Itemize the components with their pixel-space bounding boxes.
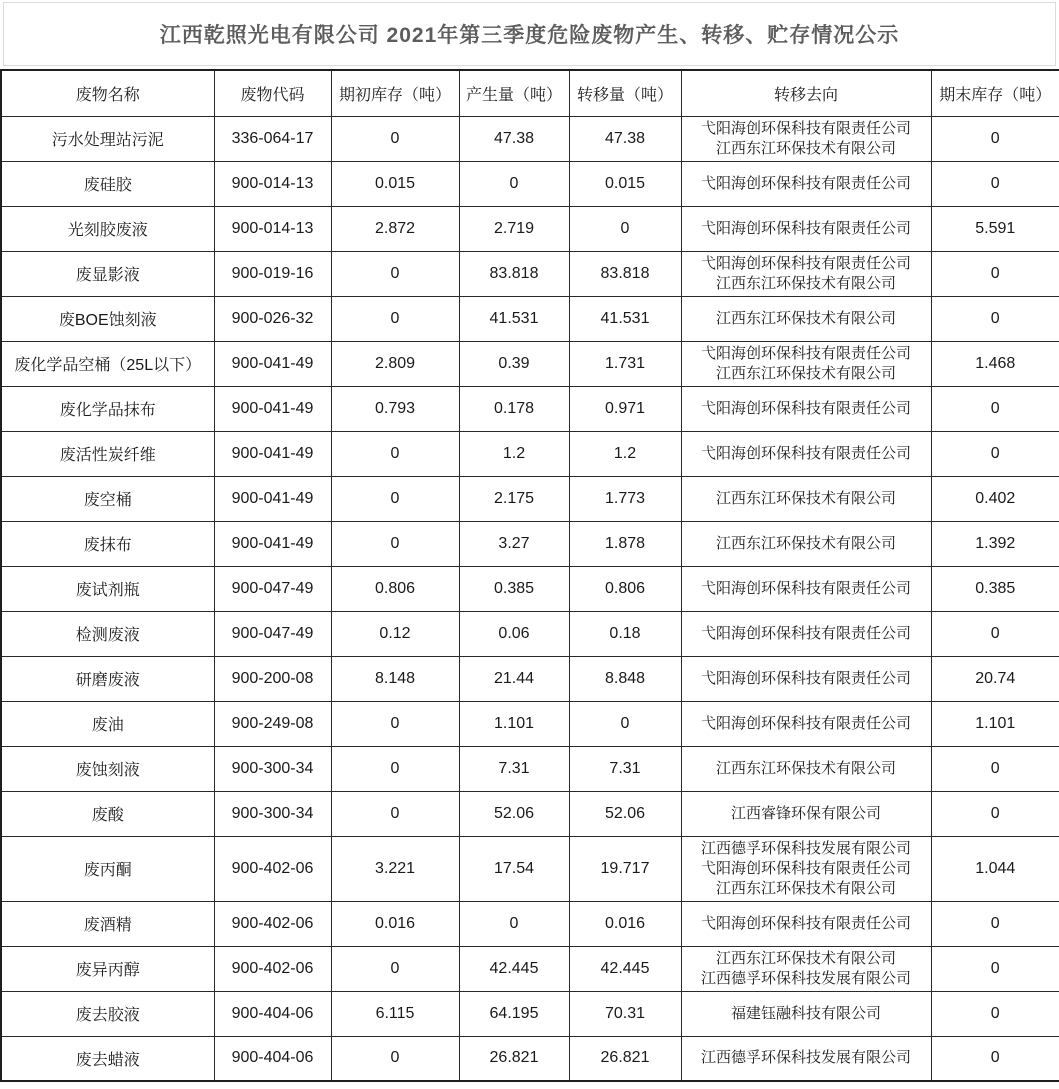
ending-stock-cell: 0.402 [931,476,1059,521]
generated-cell: 41.531 [459,296,569,341]
generated-cell: 7.31 [459,746,569,791]
waste-name-cell: 检测废液 [1,611,214,656]
transferred-cell: 47.38 [569,116,681,161]
waste-code-cell: 900-300-34 [214,791,331,836]
table-row [1,746,1059,791]
destination-company: 江西东江环保技术有限公司 [715,489,896,507]
transferred-cell: 0 [569,701,681,746]
ending-stock-cell: 1.468 [931,341,1059,386]
destination-cell [681,386,931,431]
destination-cell [681,521,931,566]
generated-cell: 0.178 [459,386,569,431]
initial-stock-cell: 0 [331,431,459,476]
destination-company: 弋阳海创环保科技有限责任公司 [700,254,911,272]
initial-stock-cell: 0.793 [331,386,459,431]
generated-cell: 0 [459,901,569,946]
destination-cell [681,206,931,251]
destination-cell [681,161,931,206]
destination-cell [681,701,931,746]
initial-stock-cell: 0 [331,296,459,341]
destination-cell [681,611,931,656]
initial-stock-cell: 2.809 [331,341,459,386]
waste-code-cell: 900-402-06 [214,946,331,991]
ending-stock-cell: 0 [931,431,1059,476]
table-row [1,251,1059,296]
waste-name-cell: 废空桶 [1,476,214,521]
waste-code-cell: 900-014-13 [214,206,331,251]
waste-code-cell: 900-047-49 [214,611,331,656]
destination-company: 江西东江环保技术有限公司 [715,274,896,292]
waste-code-cell: 900-300-34 [214,746,331,791]
ending-stock-cell: 0 [931,116,1059,161]
waste-code-cell: 900-402-06 [214,901,331,946]
destination-company: 弋阳海创环保科技有限责任公司 [700,174,911,192]
initial-stock-cell: 0.12 [331,611,459,656]
ending-stock-cell: 0 [931,161,1059,206]
table-row [1,991,1059,1036]
destination-company: 江西德孚环保科技发展有限公司 [700,1049,911,1067]
destination-cell [681,656,931,701]
initial-stock-cell: 8.148 [331,656,459,701]
col-header-initial-stock: 期初库存（吨） [331,70,459,116]
destination-cell [681,791,931,836]
initial-stock-cell: 0 [331,521,459,566]
ending-stock-cell: 0.385 [931,566,1059,611]
ending-stock-cell: 0 [931,1036,1059,1081]
destination-company: 弋阳海创环保科技有限责任公司 [700,119,911,137]
transferred-cell: 0.016 [569,901,681,946]
table-row [1,836,1059,901]
destination-cell [681,946,931,991]
destination-company: 弋阳海创环保科技有限责任公司 [700,399,911,417]
waste-name-cell: 光刻胶废液 [1,206,214,251]
initial-stock-cell: 0 [331,701,459,746]
table-row [1,386,1059,431]
transferred-cell: 0.971 [569,386,681,431]
generated-cell: 2.719 [459,206,569,251]
ending-stock-cell: 0 [931,296,1059,341]
destination-company: 江西德孚环保科技发展有限公司 [700,969,911,987]
page-title: 江西乾照光电有限公司 2021年第三季度危险废物产生、转移、贮存情况公示 [3,2,1056,66]
waste-code-cell: 900-026-32 [214,296,331,341]
destination-cell [681,431,931,476]
waste-table [0,69,1059,1082]
destination-company: 江西德孚环保科技发展有限公司 [700,839,911,857]
generated-cell: 3.27 [459,521,569,566]
destination-company: 江西东江环保技术有限公司 [715,879,896,897]
initial-stock-cell: 0.015 [331,161,459,206]
ending-stock-cell: 0 [931,901,1059,946]
col-header-ending-stock: 期末库存（吨） [931,70,1059,116]
table-row [1,521,1059,566]
waste-name-cell: 废活性炭纤维 [1,431,214,476]
waste-code-cell: 900-041-49 [214,431,331,476]
col-header-generated: 产生量（吨） [459,70,569,116]
generated-cell: 52.06 [459,791,569,836]
initial-stock-cell: 0 [331,946,459,991]
destination-cell [681,251,931,296]
table-row [1,791,1059,836]
table-row [1,206,1059,251]
waste-name-cell: 废蚀刻液 [1,746,214,791]
generated-cell: 2.175 [459,476,569,521]
ending-stock-cell: 20.74 [931,656,1059,701]
waste-code-cell: 900-041-49 [214,386,331,431]
waste-name-cell: 废化学品空桶（25L以下） [1,341,214,386]
initial-stock-cell: 0.016 [331,901,459,946]
ending-stock-cell: 1.101 [931,701,1059,746]
initial-stock-cell: 0 [331,746,459,791]
ending-stock-cell: 5.591 [931,206,1059,251]
destination-company: 弋阳海创环保科技有限责任公司 [700,714,911,732]
transferred-cell: 7.31 [569,746,681,791]
destination-company: 弋阳海创环保科技有限责任公司 [700,914,911,932]
generated-cell: 0.06 [459,611,569,656]
waste-name-cell: 污水处理站污泥 [1,116,214,161]
destination-company: 江西东江环保技术有限公司 [715,139,896,157]
destination-company: 江西东江环保技术有限公司 [715,534,896,552]
waste-name-cell: 废试剂瓶 [1,566,214,611]
waste-code-cell: 900-019-16 [214,251,331,296]
destination-company: 江西东江环保技术有限公司 [715,364,896,382]
transferred-cell: 26.821 [569,1036,681,1081]
destination-company: 弋阳海创环保科技有限责任公司 [700,444,911,462]
destination-cell [681,341,931,386]
table-row [1,1036,1059,1081]
initial-stock-cell: 2.872 [331,206,459,251]
generated-cell: 0 [459,161,569,206]
generated-cell: 1.101 [459,701,569,746]
destination-cell [681,901,931,946]
waste-name-cell: 研磨废液 [1,656,214,701]
transferred-cell: 1.773 [569,476,681,521]
waste-code-cell: 900-200-08 [214,656,331,701]
table-row [1,656,1059,701]
transferred-cell: 70.31 [569,991,681,1036]
transferred-cell: 0.806 [569,566,681,611]
waste-name-cell: 废显影液 [1,251,214,296]
generated-cell: 0.385 [459,566,569,611]
table-row [1,701,1059,746]
destination-company: 弋阳海创环保科技有限责任公司 [700,219,911,237]
destination-cell [681,1036,931,1081]
table-row [1,161,1059,206]
waste-code-cell: 900-014-13 [214,161,331,206]
transferred-cell: 1.878 [569,521,681,566]
ending-stock-cell: 0 [931,386,1059,431]
col-header-waste-name: 废物名称 [1,70,214,116]
transferred-cell: 19.717 [569,836,681,901]
waste-code-cell: 900-047-49 [214,566,331,611]
ending-stock-cell: 0 [931,251,1059,296]
transferred-cell: 1.2 [569,431,681,476]
destination-cell [681,991,931,1036]
ending-stock-cell: 0 [931,946,1059,991]
header-row [1,70,1059,116]
destination-company: 江西东江环保技术有限公司 [715,309,896,327]
table-row [1,946,1059,991]
generated-cell: 83.818 [459,251,569,296]
waste-code-cell: 900-249-08 [214,701,331,746]
waste-name-cell: 废抹布 [1,521,214,566]
transferred-cell: 0.015 [569,161,681,206]
table-row [1,116,1059,161]
waste-code-cell: 900-404-06 [214,991,331,1036]
ending-stock-cell: 1.392 [931,521,1059,566]
destination-company: 弋阳海创环保科技有限责任公司 [700,859,911,877]
destination-cell [681,746,931,791]
transferred-cell: 0 [569,206,681,251]
waste-name-cell: 废去胶液 [1,991,214,1036]
waste-name-cell: 废BOE蚀刻液 [1,296,214,341]
transferred-cell: 1.731 [569,341,681,386]
waste-name-cell: 废油 [1,701,214,746]
table-row [1,566,1059,611]
ending-stock-cell: 0 [931,791,1059,836]
destination-company: 弋阳海创环保科技有限责任公司 [700,579,911,597]
initial-stock-cell: 0 [331,116,459,161]
table-row [1,341,1059,386]
waste-code-cell: 900-041-49 [214,521,331,566]
generated-cell: 0.39 [459,341,569,386]
ending-stock-cell: 0 [931,611,1059,656]
generated-cell: 42.445 [459,946,569,991]
table-row [1,901,1059,946]
generated-cell: 1.2 [459,431,569,476]
destination-cell [681,116,931,161]
waste-name-cell: 废丙酮 [1,836,214,901]
ending-stock-cell: 0 [931,991,1059,1036]
transferred-cell: 0.18 [569,611,681,656]
waste-code-cell: 900-404-06 [214,1036,331,1081]
waste-name-cell: 废硅胶 [1,161,214,206]
initial-stock-cell: 3.221 [331,836,459,901]
destination-cell [681,566,931,611]
transferred-cell: 8.848 [569,656,681,701]
destination-company: 弋阳海创环保科技有限责任公司 [700,669,911,687]
col-header-waste-code: 废物代码 [214,70,331,116]
table-body [1,116,1059,1081]
col-header-transferred: 转移量（吨） [569,70,681,116]
table-row [1,431,1059,476]
initial-stock-cell: 6.115 [331,991,459,1036]
table-row [1,476,1059,521]
generated-cell: 26.821 [459,1036,569,1081]
waste-code-cell: 900-041-49 [214,341,331,386]
initial-stock-cell: 0 [331,1036,459,1081]
destination-company: 江西东江环保技术有限公司 [715,949,896,967]
destination-company: 江西东江环保技术有限公司 [715,759,896,777]
generated-cell: 47.38 [459,116,569,161]
destination-cell [681,836,931,901]
initial-stock-cell: 0 [331,476,459,521]
transferred-cell: 52.06 [569,791,681,836]
destination-company: 弋阳海创环保科技有限责任公司 [700,624,911,642]
generated-cell: 17.54 [459,836,569,901]
transferred-cell: 41.531 [569,296,681,341]
destination-cell [681,476,931,521]
generated-cell: 21.44 [459,656,569,701]
waste-code-cell: 336-064-17 [214,116,331,161]
col-header-destination: 转移去向 [681,70,931,116]
transferred-cell: 42.445 [569,946,681,991]
waste-name-cell: 废去蜡液 [1,1036,214,1081]
initial-stock-cell: 0 [331,251,459,296]
destination-company: 福建钰融科技有限公司 [730,1004,881,1022]
waste-code-cell: 900-402-06 [214,836,331,901]
waste-name-cell: 废酸 [1,791,214,836]
waste-name-cell: 废化学品抹布 [1,386,214,431]
initial-stock-cell: 0 [331,791,459,836]
destination-company: 弋阳海创环保科技有限责任公司 [700,344,911,362]
transferred-cell: 83.818 [569,251,681,296]
waste-code-cell: 900-041-49 [214,476,331,521]
destination-cell [681,296,931,341]
table-row [1,611,1059,656]
table-row [1,296,1059,341]
initial-stock-cell: 0.806 [331,566,459,611]
waste-name-cell: 废异丙醇 [1,946,214,991]
ending-stock-cell: 0 [931,746,1059,791]
generated-cell: 64.195 [459,991,569,1036]
waste-name-cell: 废酒精 [1,901,214,946]
destination-company: 江西睿锋环保有限公司 [730,804,881,822]
ending-stock-cell: 1.044 [931,836,1059,901]
